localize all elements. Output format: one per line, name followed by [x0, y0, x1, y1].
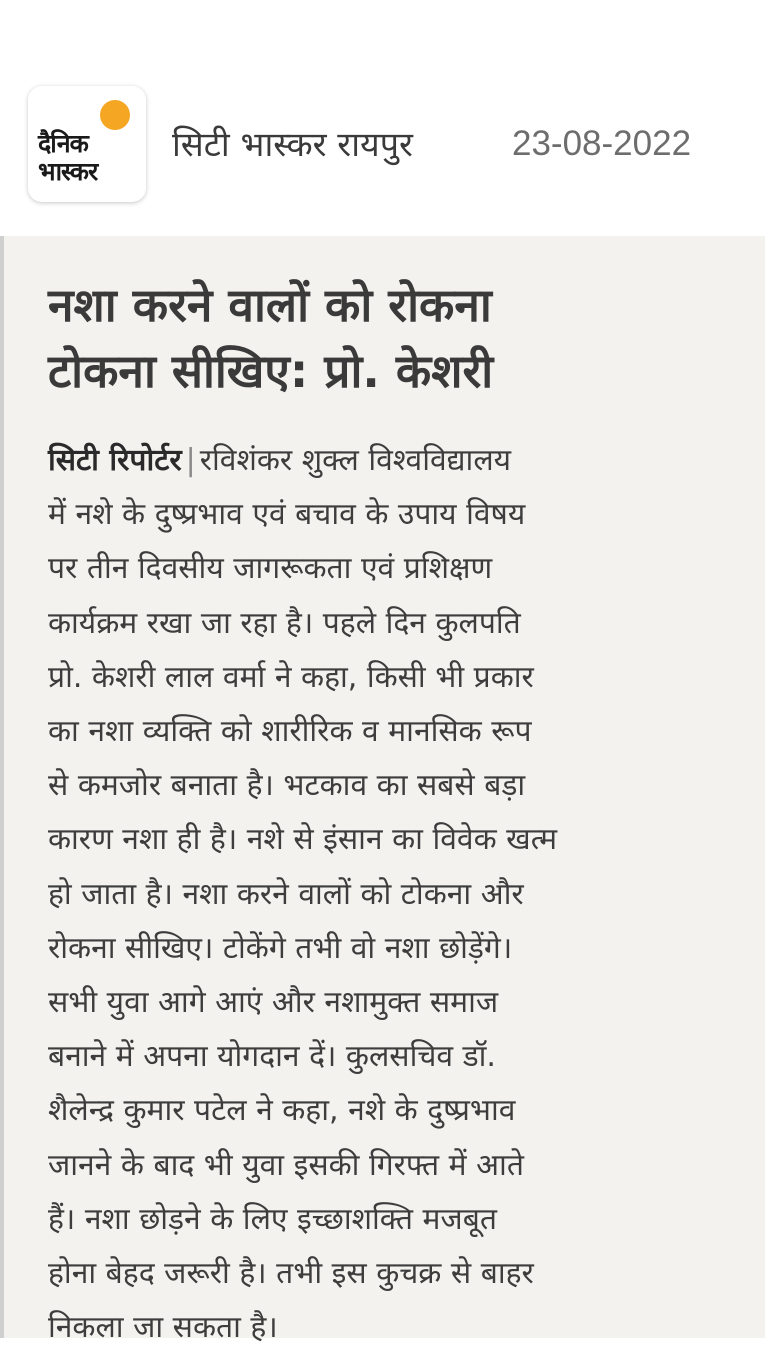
- edition-title: सिटी भास्कर रायपुर: [172, 125, 413, 165]
- article-headline: [48, 272, 738, 404]
- article-body-line: कारण नशा ही है। नशे से इंसान का विवेक खत्म: [48, 822, 558, 858]
- article-body-line: कार्यक्रम रखा जा रहा है। पहले दिन कुलपति: [48, 605, 521, 641]
- article-body-line: हो जाता है। नशा करने वालों को टोकना और: [48, 876, 524, 912]
- article-body-line-1: [48, 434, 718, 488]
- article-body: [48, 434, 718, 1355]
- logo-text-line-2: भास्कर: [38, 157, 98, 186]
- byline-separator: |: [185, 443, 196, 478]
- byline: सिटी रिपोर्टर: [48, 443, 182, 478]
- article-body-line: सभी युवा आगे आएं और नशामुक्त समाज: [48, 985, 499, 1021]
- dainik-bhaskar-logo[interactable]: [28, 86, 146, 202]
- article-body-line: में नशे के दुष्प्रभाव एवं बचाव के उपाय विषय: [48, 497, 526, 533]
- clipping-edge-divider: [0, 236, 4, 1338]
- article-body-line: निकला जा सकता है।: [48, 1310, 278, 1346]
- headline-line-1: नशा करने वालों को रोकना: [48, 278, 492, 332]
- article-body-line: पर तीन दिवसीय जागरूकता एवं प्रशिक्षण: [48, 551, 493, 587]
- article-body-line: जानने के बाद भी युवा इसकी गिरफ्त में आते: [48, 1147, 524, 1183]
- headline-line-2: टोकना सीखिए: प्रो. केशरी: [48, 344, 494, 398]
- article-body-line: प्रो. केशरी लाल वर्मा ने कहा, किसी भी प्रकार: [48, 659, 534, 695]
- article-body-line: शैलेन्द्र कुमार पटेल ने कहा, नशे के दुष्प्रभाव: [48, 1093, 516, 1129]
- header: [0, 0, 765, 230]
- article-body-line: बनाने में अपना योगदान दें। कुलसचिव डॉ.: [48, 1039, 496, 1075]
- article-body-line: हैं। नशा छोड़ने के लिए इच्छाशक्ति मजबूत: [48, 1201, 497, 1237]
- article-body-line-1-text: रविशंकर शुक्ल विश्वविद्यालय: [199, 443, 512, 478]
- logo-text-line-1: दैनिक: [38, 129, 88, 158]
- article-body-line: से कमजोर बनाता है। भटकाव का सबसे बड़ा: [48, 768, 526, 804]
- article-body-line: रोकना सीखिए। टोकेंगे तभी वो नशा छोड़ेंगे।: [48, 930, 513, 966]
- publication-date: 23-08-2022: [512, 124, 692, 163]
- article-body-line: का नशा व्यक्ति को शारीरिक व मानसिक रूप: [48, 714, 532, 750]
- article-body-line: होना बेहद जरूरी है। तभी इस कुचक्र से बाहर: [48, 1256, 534, 1292]
